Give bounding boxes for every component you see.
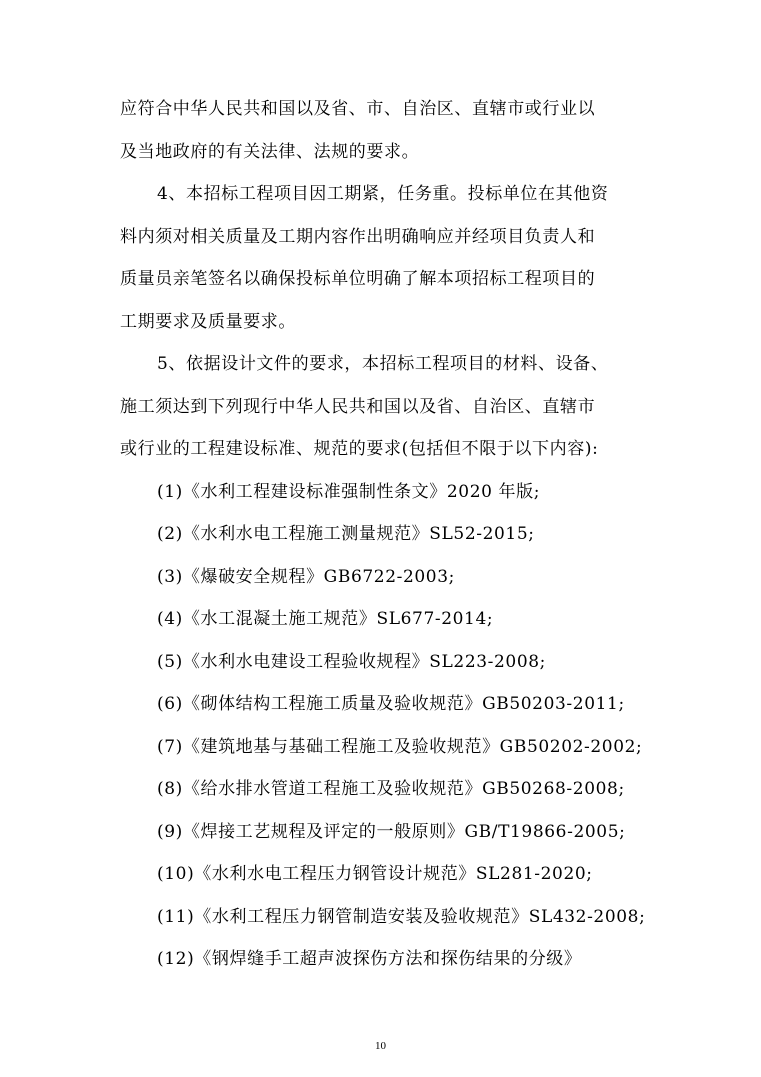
paragraph-5-line-3: 或行业的工程建设标准、规范的要求(包括但不限于以下内容): <box>120 439 599 459</box>
paragraph-3-line-2: 及当地政府的有关法律、法规的要求。 <box>120 142 420 162</box>
standard-item: (6)《砌体结构工程施工质量及验收规范》GB50203-2011; <box>157 694 625 714</box>
standard-item: (11)《水利工程压力钢管制造安装及验收规范》SL432-2008; <box>157 907 646 927</box>
standard-item: (3)《爆破安全规程》GB6722-2003; <box>157 567 455 587</box>
paragraph-3-line-1: 应符合中华人民共和国以及省、市、自治区、直辖市或行业以 <box>120 99 596 119</box>
standard-item: (9)《焊接工艺规程及评定的一般原则》GB/T19866-2005; <box>157 822 626 842</box>
standard-item: (7)《建筑地基与基础工程施工及验收规范》GB50202-2002; <box>157 737 643 757</box>
standard-item: (5)《水利水电建设工程验收规程》SL223-2008; <box>157 652 546 672</box>
paragraph-4-line-1: 4、本招标工程项目因工期紧，任务重。投标单位在其他资 <box>157 184 609 204</box>
paragraph-4-line-3: 质量员亲笔签名以确保投标单位明确了解本项招标工程项目的 <box>120 269 596 289</box>
standard-item: (8)《给水排水管道工程施工及验收规范》GB50268-2008; <box>157 779 625 799</box>
standard-item: (10)《水利水电工程压力钢管设计规范》SL281-2020; <box>157 864 593 884</box>
paragraph-4-line-2: 料内须对相关质量及工期内容作出明确响应并经项目负责人和 <box>120 227 596 247</box>
standard-item: (4)《水工混凝土施工规范》SL677-2014; <box>157 609 494 629</box>
page-number: 10 <box>375 1040 386 1052</box>
paragraph-5-line-1: 5、依据设计文件的要求，本招标工程项目的材料、设备、 <box>157 354 609 374</box>
standard-item: (2)《水利水电工程施工测量规范》SL52-2015; <box>157 524 535 544</box>
standard-item: (12)《钢焊缝手工超声波探伤方法和探伤结果的分级》 <box>157 949 582 969</box>
standard-item: (1)《水利工程建设标准强制性条文》2020 年版; <box>157 482 541 502</box>
paragraph-4-line-4: 工期要求及质量要求。 <box>120 312 296 332</box>
paragraph-5-line-2: 施工须达到下列现行中华人民共和国以及省、自治区、直辖市 <box>120 397 596 417</box>
